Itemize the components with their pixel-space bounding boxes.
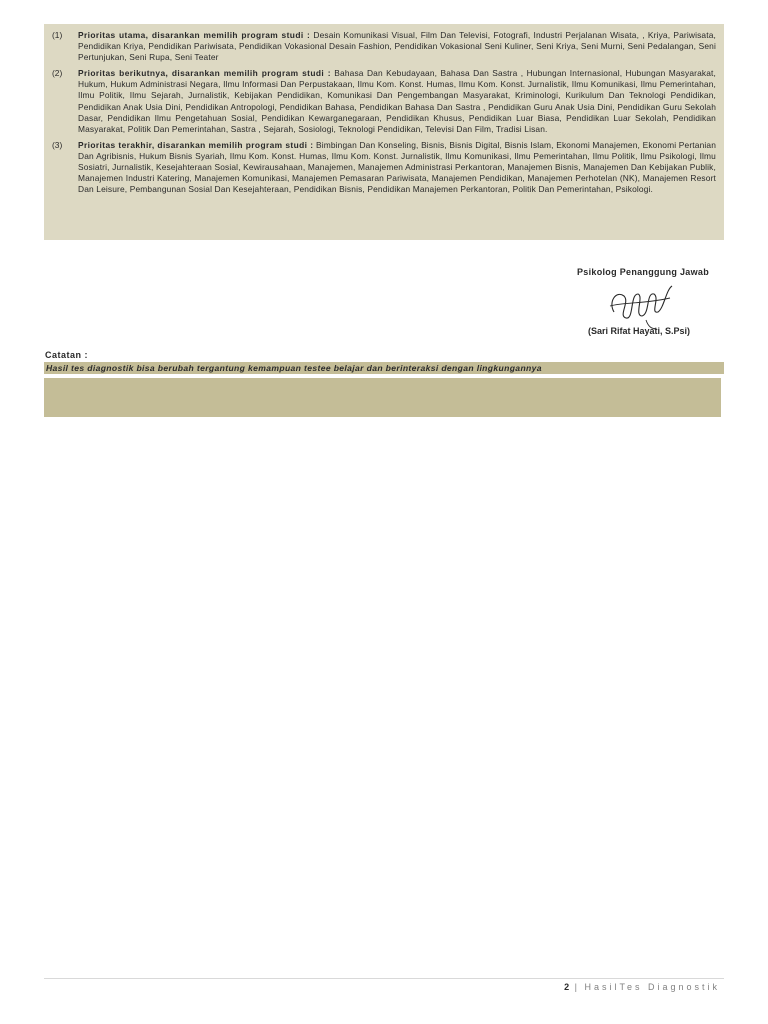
footer-title: HasilTes Diagnostik bbox=[584, 982, 720, 992]
priority-programs: Bahasa Dan Kebudayaan, Bahasa Dan Sastra , Hubungan Internasional, Hubungan Masyarakat, Hukum, Hukum Administrasi Negara, Ilmu Informasi Dan Perpustakaan, Ilmu Kom. Konst. Humas, Ilmu Kom. Konst. Jurnalistik, Ilmu Komunikasi, Ilmu Pemerintahan, Ilmu Politik, Ilmu Sejarah, Jurnalistik, Kebijakan Pendidikan, Komunikasi Dan Pengembangan Masyarakat, Kriminologi, Kurikulum Dan Teknologi Pendidikan, Pendidikan Anak Usia Dini, Pendidikan Antropologi, Pendidikan Bahasa, Pendidikan Bahasa Dan Sastra , Pendidikan Guru Anak Usia Dini, Pendidikan Guru Sekolah Dasar, Pendidikan Ilmu Pengetahuan Sosial, Pendidikan Kewarganegaraan, Pendidikan Khusus, Pendidikan Luar Biasa, Pendidikan Luar Sekolah, Pendidikan Masyarakat, Politik Dan Pemerintahan, Sastra , Sejarah, Sosiologi, Teknologi Pendidikan, Televisi Dan Film, Tradisi Lisan. bbox=[78, 68, 716, 134]
priority-heading: Prioritas berikutnya, disarankan memilih program studi : bbox=[78, 68, 331, 79]
note-label: Catatan : bbox=[45, 350, 89, 360]
priority-item-2 bbox=[52, 68, 716, 135]
note-text: Hasil tes diagnostik bisa berubah tergantung kemampuan testee belajar dan berinteraksi dengan lingkungannya bbox=[44, 362, 724, 374]
priority-programs: Desain Komunikasi Visual, Film Dan Televisi, Fotografi, Industri Perjalanan Wisata, , Kriya, Pariwisata, Pendidikan Kriya, Pendidikan Pariwisata, Pendidikan Vokasional Desain Fashion, Pendidikan Vokasional Seni Kuliner, Seni Kriya, Seni Murni, Seni Pedalangan, Seni Pertunjukan, Seni Rupa, Seni Teater bbox=[78, 30, 716, 63]
priority-item-1 bbox=[52, 30, 716, 63]
note-box bbox=[44, 378, 721, 417]
priority-number: (1) bbox=[52, 30, 63, 40]
footer-divider bbox=[44, 978, 724, 979]
signature-block bbox=[560, 262, 720, 344]
priority-programs: Bimbingan Dan Konseling, Bisnis, Bisnis Digital, Bisnis Islam, Ekonomi Manajemen, Ekonomi Pertanian Dan Agribisnis, Hukum Bisnis Syariah, Ilmu Kom. Konst. Humas, Ilmu Kom. Konst. Jurnalistik, Ilmu Komunikasi, Ilmu Pemerintahan, Ilmu Politik, Ilmu Psikologi, Ilmu Sosiatri, Jurnalistik, Kesejahteraan Sosial, Kewirausahaan, Manajemen, Manajemen Administrasi Perkantoran, Manajemen Bisnis, Manajemen Dan Kebijakan Publik, Manajemen Industri Katering, Manajemen Komunikasi, Manajemen Pemasaran Pariwisata, Manajemen Pendidikan, Manajemen Perhotelan (NK), Manajemen Resort Dan Leisure, Pembangunan Sosial Dan Kesejahteraan, Pendidikan Bisnis, Pendidikan Manajemen Perkantoran, Politik Dan Pemerintahan, Psikologi. bbox=[78, 139, 717, 195]
priority-heading: Prioritas utama, disarankan memilih program studi : bbox=[78, 30, 311, 40]
priority-text bbox=[78, 30, 716, 63]
page-number: 2 bbox=[564, 982, 570, 992]
priority-text bbox=[78, 68, 716, 135]
footer-separator: | bbox=[574, 982, 579, 992]
signature-title: Psikolog Penanggung Jawab bbox=[577, 267, 710, 277]
priority-number: (3) bbox=[52, 139, 63, 150]
priority-item-3 bbox=[52, 140, 716, 195]
page-footer bbox=[564, 982, 720, 992]
priority-text bbox=[78, 140, 716, 195]
priority-list bbox=[44, 24, 724, 240]
priority-heading: Prioritas terakhir, disarankan memilih program studi : bbox=[78, 139, 314, 150]
signature-scribble-icon bbox=[600, 272, 680, 332]
signatory-name: (Sari Rifat Hayati, S.Psi) bbox=[588, 326, 691, 336]
priority-number: (2) bbox=[52, 68, 63, 79]
